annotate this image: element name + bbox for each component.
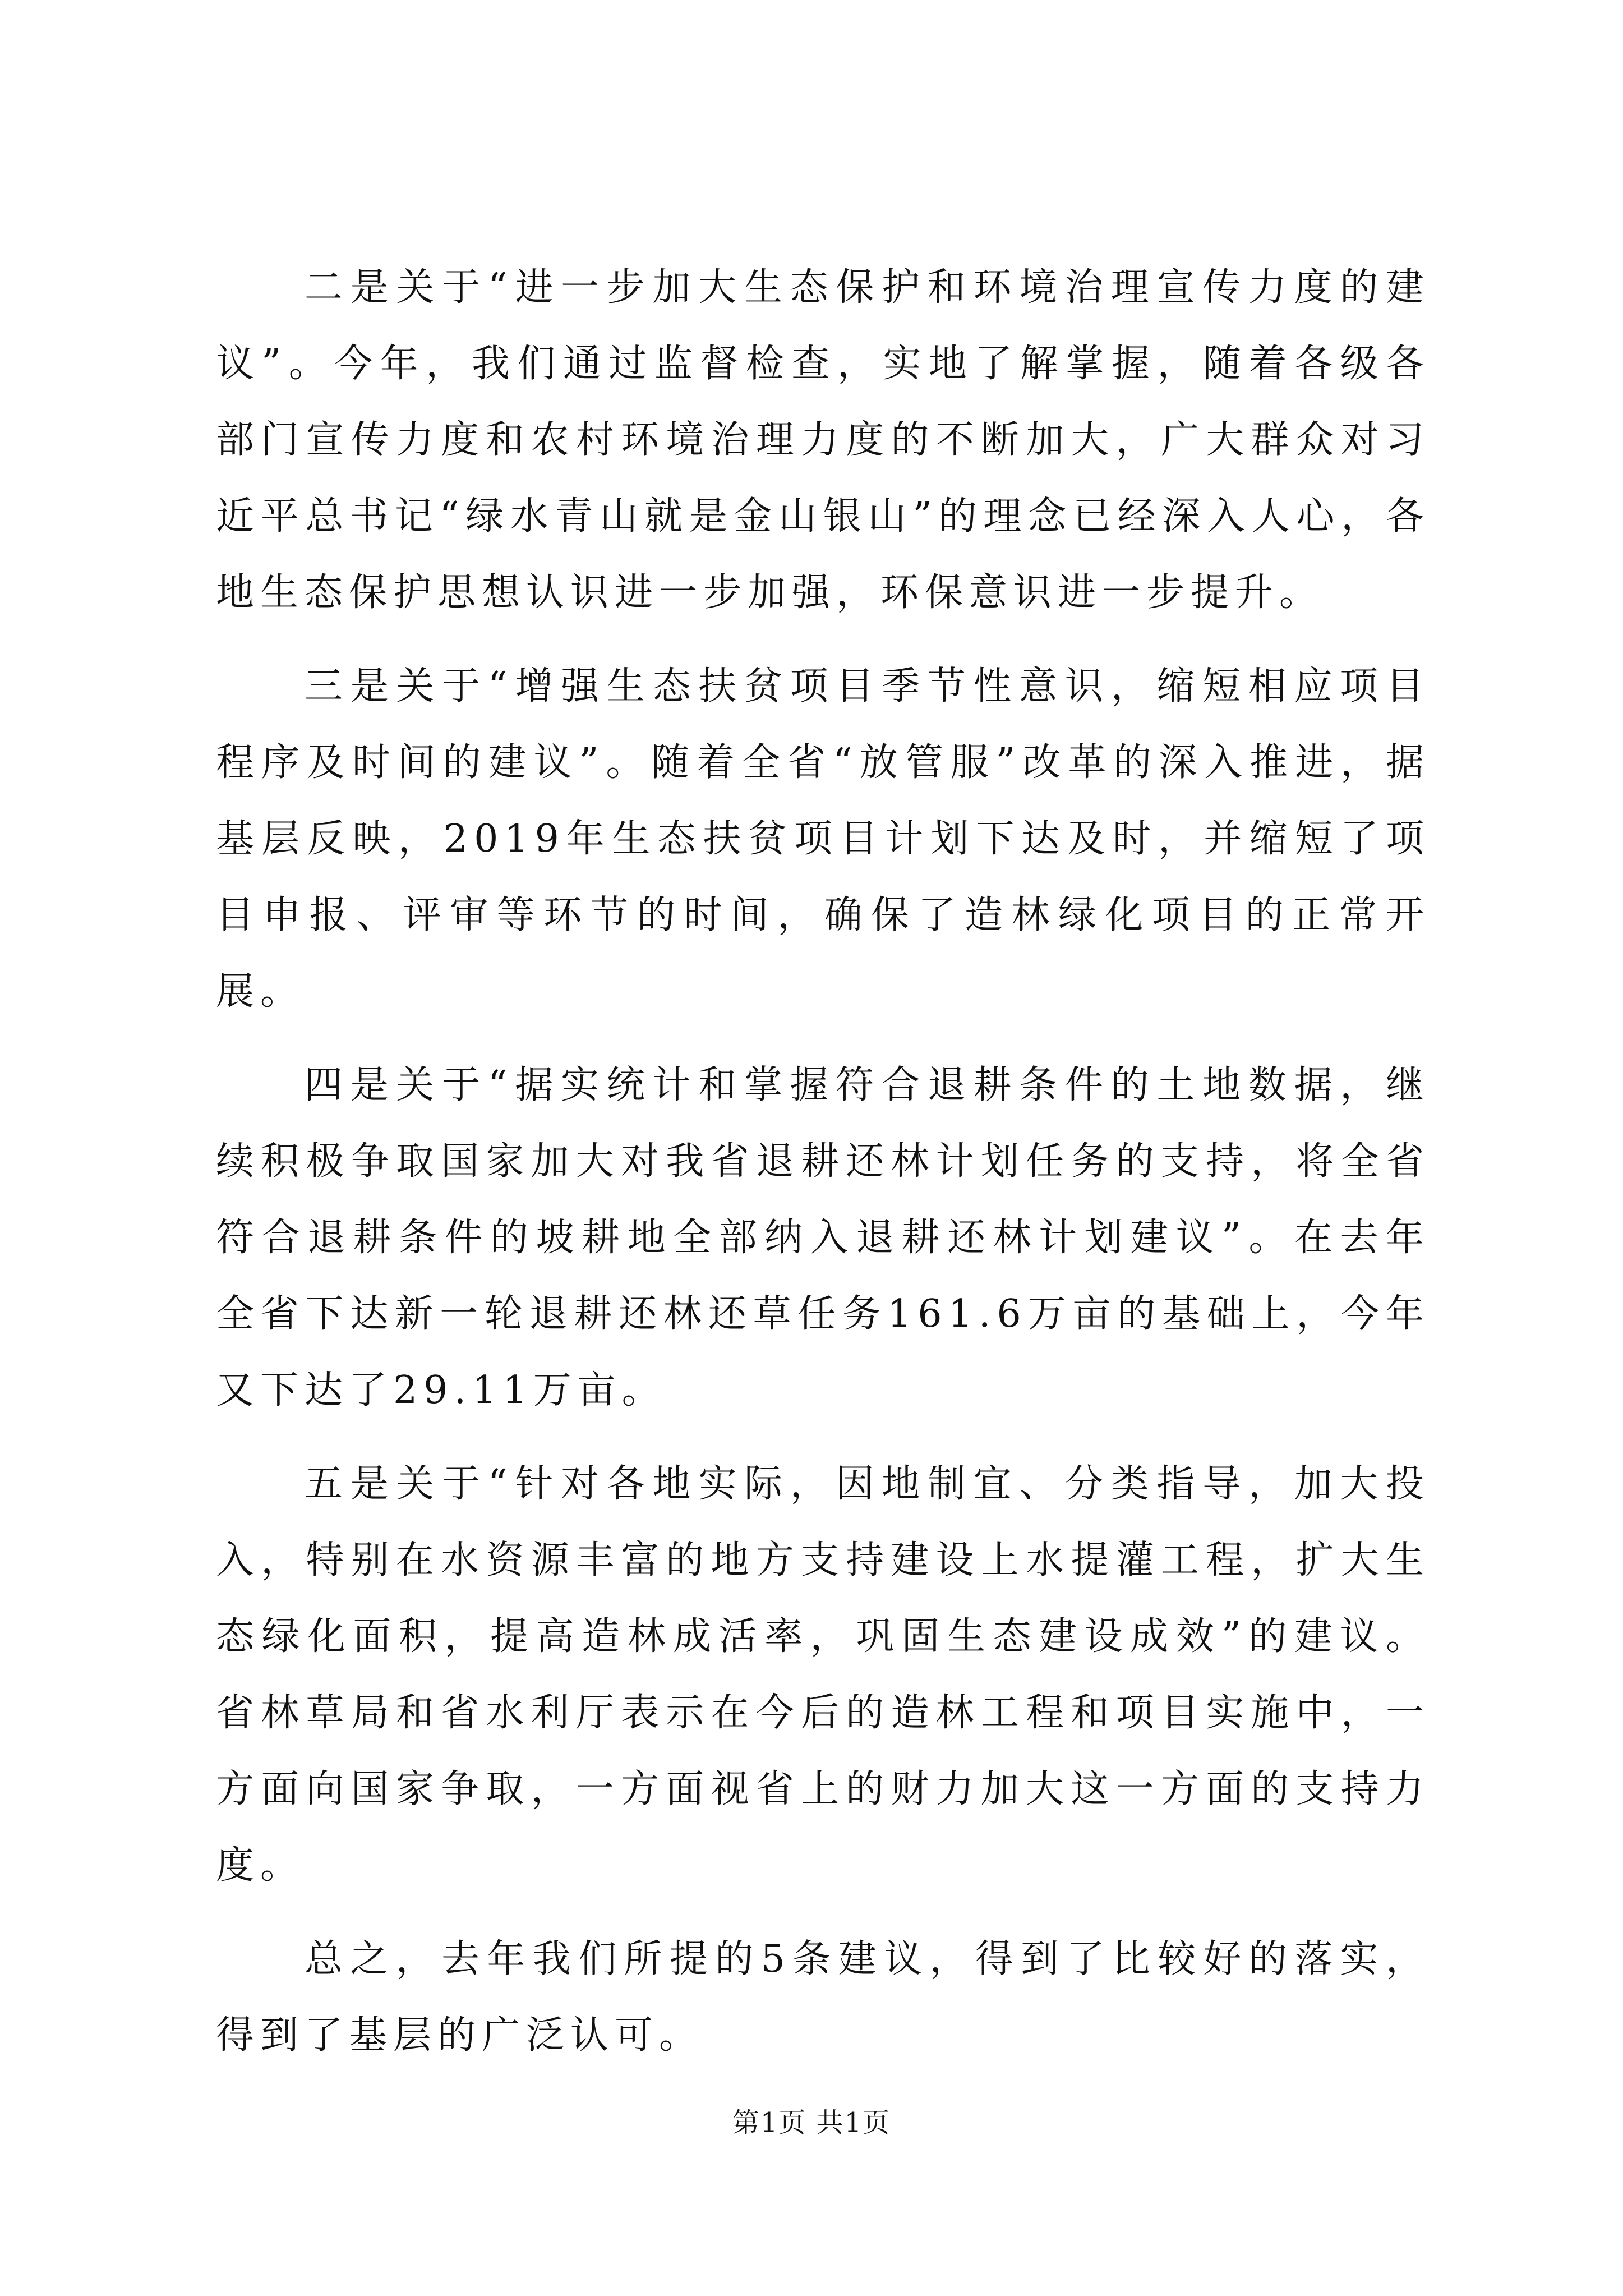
paragraph-5-irrigation: 五是关于“针对各地实际，因地制宜、分类指导，加大投入，特别在水资源丰富的地方支持建设上水提灌工程，扩大生态绿化面积，提高造林成活率，巩固生态建设成效”的建议。省林草局和省水利厅表示在今后的造林工程和项目实施中，一方面向国家争取，一方面视省上的财力加大这一方面的支持力度。 xyxy=(216,1462,1430,1888)
document-body xyxy=(216,250,1430,2091)
paragraph-3-seasonal-projects: 三是关于“增强生态扶贫项目季节性意识，缩短相应项目程序及时间的建议”。随着全省“放管服”改革的深入推进，据基层反映，2019年生态扶贫项目计划下达及时，并缩短了项目申报、评审等环节的时间，确保了造林绿化项目的正常开展。 xyxy=(216,664,1430,1014)
paragraph-4-farmland-return: 四是关于“据实统计和掌握符合退耕条件的土地数据，继续积极争取国家加大对我省退耕还林计划任务的支持，将全省符合退耕条件的坡耕地全部纳入退耕还林计划建议”。在去年全省下达新一轮退耕还林还草任务161.6万亩的基础上，今年又下达了29.11万亩。 xyxy=(216,1063,1430,1412)
page-footer: 第1页 共1页 xyxy=(732,2107,891,2138)
paragraph-summary: 总之，去年我们所提的5条建议，得到了比较好的落实，得到了基层的广泛认可。 xyxy=(216,1937,1430,2058)
paragraph-2-publicity: 二是关于“进一步加大生态保护和环境治理宣传力度的建议”。今年，我们通过监督检查，实地了解掌握，随着各级各部门宣传力度和农村环境治理力度的不断加大，广大群众对习近平总书记“绿水青山就是金山银山”的理念已经深入人心，各地生态保护思想认识进一步加强，环保意识进一步提升。 xyxy=(216,265,1430,615)
